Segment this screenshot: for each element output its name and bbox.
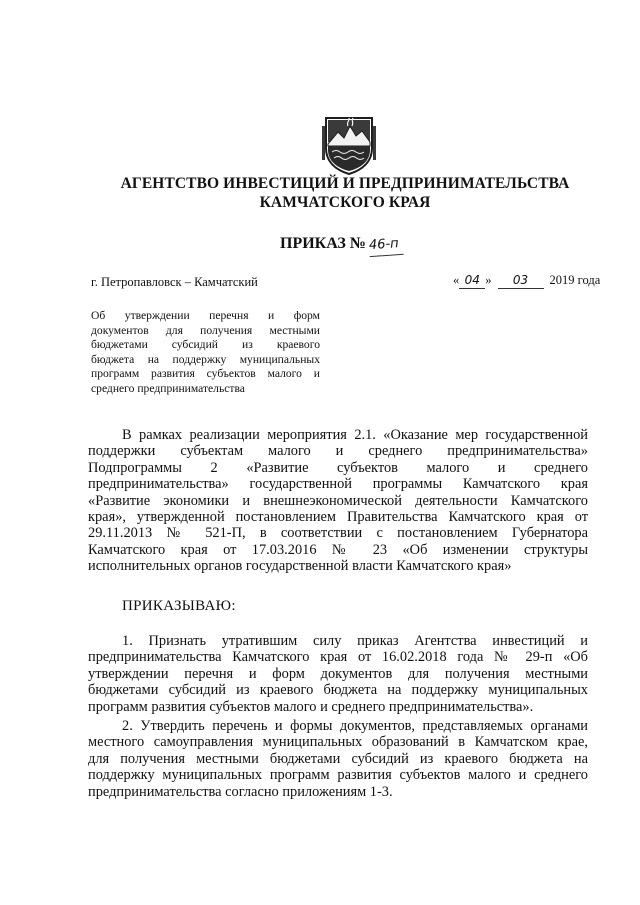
paragraph-line: поддержки субъектам малого и среднего предпринимательства» [88,443,588,460]
subject-line: документов для получения местными [91,323,320,337]
paragraph-line: предпринимательства согласно приложениям 1-3. [88,783,393,800]
paragraph-line: Подпрограммы 2 «Развитие субъектов малого и среднего [88,459,588,476]
paragraph-line: В рамках реализации мероприятия 2.1. «Оказание мер государственной [122,427,588,443]
place-of-issue: г. Петропавловск – Камчатский [91,275,258,289]
paragraph-line: исполнительных органов государственной власти Камчатского края» [88,558,512,575]
order-date [453,272,600,289]
order-heading [280,234,403,256]
paragraph-line: для получения местными бюджетами субсидий из краевого бюджета на [88,750,588,767]
subject-line: бюджета на поддержку муниципальных [91,352,320,366]
paragraph-line: утверждении перечня и форм документов для получения местными [88,665,588,682]
subject-line: бюджетами субсидий из краевого [91,338,320,352]
date-open-quote: « [453,273,460,287]
agency-name-line-1: АГЕНТСТВО ИНВЕСТИЦИЙ И ПРЕДПРИНИМАТЕЛЬСТВА [120,175,570,192]
subject-line: программ развития субъектов малого и [91,367,320,381]
kamchatka-coat-of-arms-icon [322,112,376,176]
paragraph-line: Камчатского края от 17.03.2016 № 23 «Об изменении структуры [88,541,588,558]
date-year: 2019 года [549,273,601,287]
paragraph-line: бюджетами субсидий из краевого бюджета на поддержку муниципальных [88,682,588,699]
paragraph-line: предпринимательства Камчатского края от 16.02.2018 года № 29-п «Об [88,649,588,666]
order-item-1 [88,633,588,715]
decree-word: ПРИКАЗЫВАЮ: [122,598,236,614]
order-subject [91,309,320,397]
paragraph-line: программ развития субъектов малого и среднего предпринимательства». [88,698,534,715]
paragraph-line: 1. Признать утратившим силу приказ Агентства инвестиций и [122,633,588,649]
paragraph-line: края», утвержденной постановлением Правительства Камчатского края от [88,509,588,526]
paragraph-line: «Развитие экономики и внешнеэкономической деятельности Камчатского [88,492,588,509]
date-close-quote: » [485,273,492,287]
order-item-2 [88,718,588,800]
paragraph-line: местного самоуправления муниципальных образований в Камчатском крае, [88,734,588,751]
paragraph-line: 2. Утвердить перечень и формы документов, представляемых органами [122,718,588,734]
paragraph-line: поддержку муниципальных программ развития субъектов малого и среднего [88,767,588,784]
date-month: 03 [498,272,544,289]
date-day: 04 [459,272,485,289]
order-title: ПРИКАЗ № [280,235,366,252]
preamble-paragraph [88,427,588,575]
subject-line: среднего предпринимательства [91,381,245,395]
subject-line: Об утверждении перечня и форм [91,309,320,322]
agency-name-line-2: КАМЧАТСКОГО КРАЯ [259,194,431,211]
paragraph-line: предпринимательства» государственной программы Камчатского края [88,476,588,493]
order-number-handwritten: 46-п [368,234,403,257]
paragraph-line: 29.11.2013 № 521-П, в соответствии с постановлением Губернатора [88,525,588,542]
